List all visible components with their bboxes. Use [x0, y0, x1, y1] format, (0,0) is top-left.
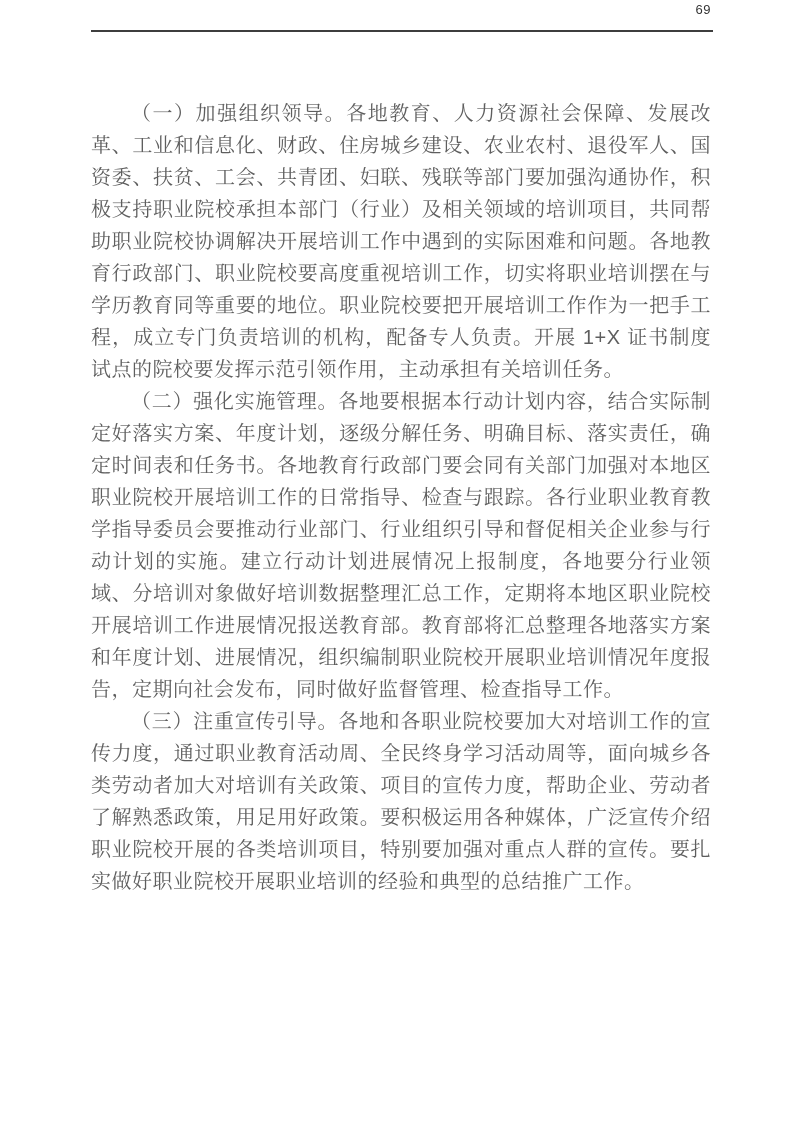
- paragraph-2: （二）强化实施管理。各地要根据本行动计划内容，结合实际制定好落实方案、年度计划，逐级分解任务、明确目标、落实责任，确定时间表和任务书。各地教育行政部门要会同有关部门加强对本地区职业院校开展培训工作的日常指导、检查与跟踪。各行业职业教育教学指导委员会要推动行业部门、行业组织引导和督促相关企业参与行动计划的实施。建立行动计划进展情况上报制度，各地要分行业领域、分培训对象做好培训数据整理汇总工作，定期将本地区职业院校开展培训工作进展情况报送教育部。教育部将汇总整理各地落实方案和年度计划、进展情况，组织编制职业院校开展职业培训情况年度报告，定期向社会发布，同时做好监督管理、检查指导工作。: [91, 391, 711, 701]
- header-rule: [91, 30, 713, 32]
- paragraph-1: （一）加强组织领导。各地教育、人力资源社会保障、发展改革、工业和信息化、财政、住房城乡建设、农业农村、退役军人、国资委、扶贫、工会、共青团、妇联、残联等部门要加强沟通协作，积极支持职业院校承担本部门（行业）及相关领域的培训项目，共同帮助职业院校协调解决开展培训工作中遇到的实际困难和问题。各地教育行政部门、职业院校要高度重视培训工作，切实将职业培训摆在与学历教育同等重要的地位。职业院校要把开展培训工作作为一把手工程，成立专门负责培训的机构，配备专人负责。开展 1+X 证书制度试点的院校要发挥示范引领作用，主动承担有关培训任务。: [91, 103, 711, 381]
- page-number: 69: [695, 2, 711, 17]
- document-body: [91, 98, 711, 898]
- paragraph-3: （三）注重宣传引导。各地和各职业院校要加大对培训工作的宣传力度，通过职业教育活动周、全民终身学习活动周等，面向城乡各类劳动者加大对培训有关政策、项目的宣传力度，帮助企业、劳动者了解熟悉政策，用足用好政策。要积极运用各种媒体，广泛宣传介绍职业院校开展的各类培训项目，特别要加强对重点人群的宣传。要扎实做好职业院校开展职业培训的经验和典型的总结推广工作。: [91, 711, 711, 893]
